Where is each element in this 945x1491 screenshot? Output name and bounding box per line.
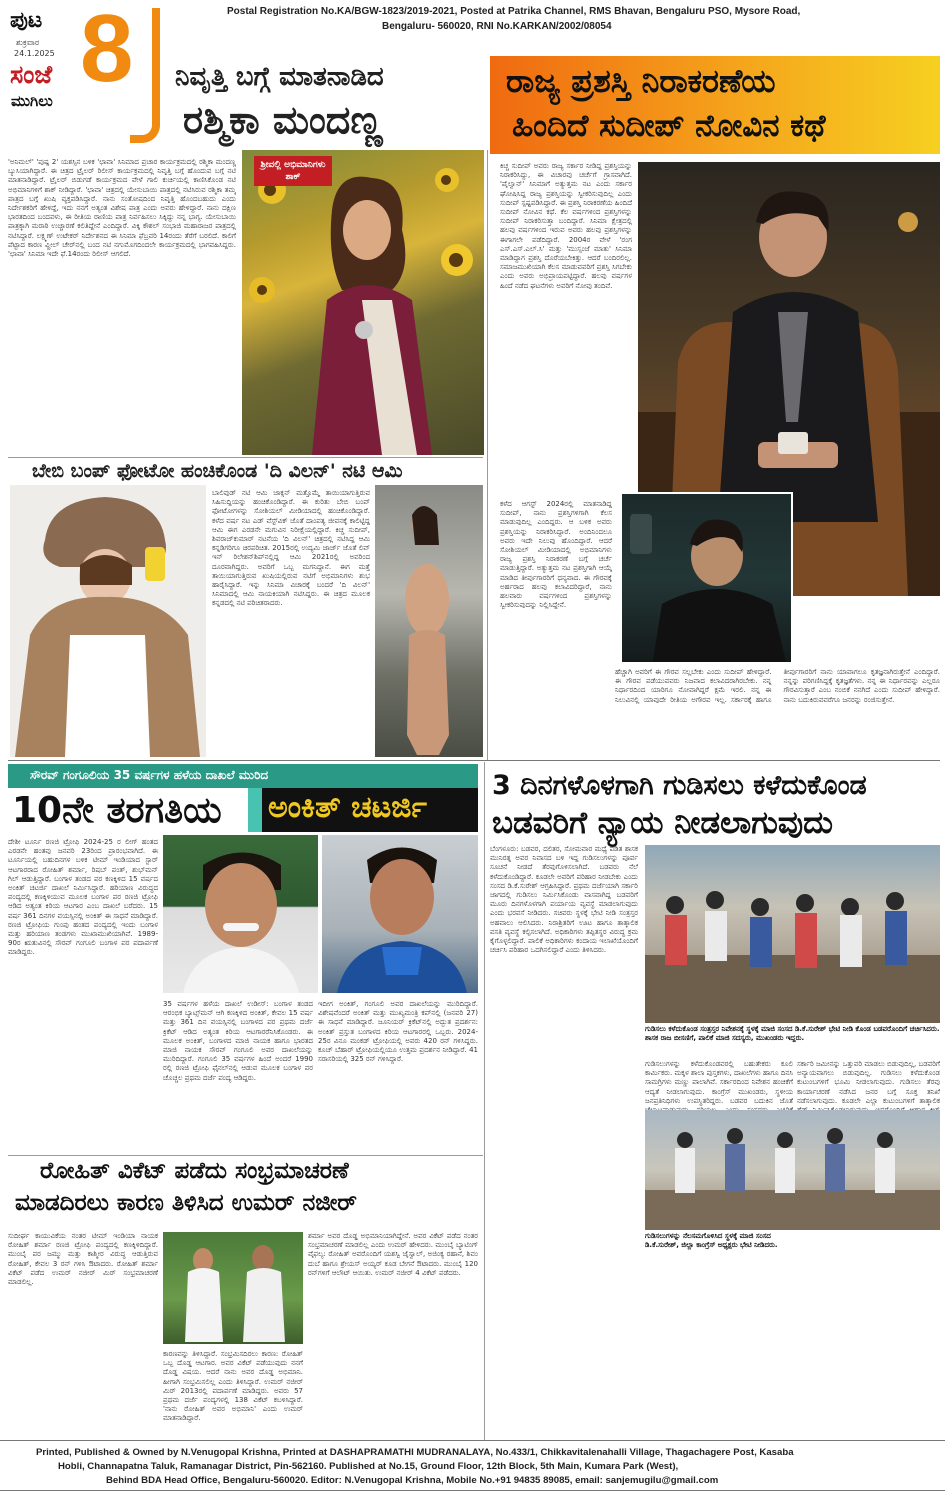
footer bbox=[0, 1440, 945, 1490]
ankit-body-mid: 35 ವರ್ಷಗಳ ಹಳೆಯ ದಾಖಲೆ ಉಡೀಸ್: ಬಂಗಾಳ ತಂಡದ ಆರಂಭಿಕ ಬ್ಯಾಟ್ಸ್‌ಮನ್ ಆಗಿ ಕಣಕ್ಕಿಳಿದ ಅಂಕಿತ್, ಕೇವಲ 15 ವರ್ಷ ಮತ್ತು 361 ದಿನ ವಯಸ್ಸಿನಲ್ಲಿ ಬಂಗಾಳದ ಪರ ಪ್ರಥಮ ದರ್ಜೆ ಕ್ರಿಕೆಟ್ ಆಡಿದ ಅತ್ಯಂತ ಕಿರಿಯ ಆಟಗಾರರೆನಿಸಿಕೊಂಡರು. ಈ ಮೂಲಕ ಅಂಕಿತ್, ಬಂಗಾಳದ ಮಾಜಿ ನಾಯಕ ಹಾಗೂ ಭಾರತದ ಮಾಜಿ ನಾಯಕ ಸೌರವ್ ಗಂಗೂಲಿ ಅವರ ದಾಖಲೆಯನ್ನು ಮುರಿದಿದ್ದಾರೆ. ಗಂಗೂಲಿ 35 ವರ್ಷಗಳ ಹಿಂದೆ ಅಂದರೆ 1990 ರಲ್ಲಿ ರಣಜಿ ಟ್ರೋಫಿ ಫೈನಲ್‌ನಲ್ಲಿ ಆಡುವ ಮೂಲಕ ಬಂಗಾಳ ಪರ ಚೊಚ್ಚಲ ಪ್ರಥಮ ದರ್ಜೆ ಪಂದ್ಯ ಆಡಿದ್ದರು. bbox=[163, 1000, 313, 1082]
page-label: ಪುಟ bbox=[10, 8, 43, 33]
amy-headline: ಬೇಬಿ ಬಂಪ್ ಫೋಟೋ ಹಂಚಿಕೊಂಡ 'ದಿ ವಿಲನ್' ನಟಿ ಆಮಿ bbox=[32, 460, 403, 482]
umar-body-col1: ಸುದೀರ್ಘ ಕಾಯುವಿಕೆಯ ನಂತರ ಟೀಮ್ ಇಂಡಿಯಾ ನಾಯಕ ರೋಹಿತ್ ಶರ್ಮಾ ರಣಜಿ ಟ್ರೋಫಿ ಪಂದ್ಯದಲ್ಲಿ ಕಣಕ್ಕಿಳಿದಿದ್ದಾರೆ. ಮುಂಬೈ ಪರ ಜಮ್ಮು ಮತ್ತು ಕಾಶ್ಮೀರ ವಿರುದ್ಧ ಆಡುತ್ತಿರುವ ರೋಹಿತ್, ಕೇವಲ 3 ರನ್ ಗಳಿಸಿ ಔಟಾದರು. ರೋಹಿತ್ ಶರ್ಮಾ ವಿಕೆಟ್ ಪಡೆದ ಉಮರ್ ನಜೀರ್ ಮಿರ್ ಸಂಭ್ರಮಾಚರಣೆ ಮಾಡಲಿಲ್ಲ. bbox=[8, 1232, 158, 1287]
day-label: ಶುಕ್ರವಾರ bbox=[16, 38, 40, 47]
ankit-headline-part2: ಅಂಕಿತ್ ಚಟರ್ಜಿ bbox=[268, 790, 427, 825]
sudeep-inset-photo bbox=[620, 492, 793, 664]
hut-photo-2 bbox=[645, 1110, 940, 1230]
ankit-kicker bbox=[8, 764, 478, 788]
amy-figure-right-icon bbox=[375, 485, 483, 757]
hut-photo-1 bbox=[645, 845, 940, 1023]
ankit-headline-part1: 10ನೇ ತರಗತಿಯ bbox=[12, 790, 222, 831]
mid-page-rule bbox=[8, 760, 940, 761]
rashmika-photo-tag: ಶ್ರೀವಲ್ಲಿ ಅಭಿಮಾನಿಗಳು ಶಾಕ್ bbox=[254, 156, 332, 186]
hut-body-col3: ಸರ್ಕಾರಿ ಜಮೀನನ್ನು ಒತ್ತುವರಿ ಮಾಡಲು ಬಿಡುವುದಿಲ್ಲ, ಬಡವರಿಗೆ ಅನ್ಯಾಯವಾಗಲು ಬಿಡುವುದಿಲ್ಲ. ಗುಡಿಸಲು ಕಳೆದುಕೊಂಡ ಕುಟುಂಬಗಳಿಗೆ ಭೂಮಿ ನೀಡಲಾಗುವುದು. ಗುಡಿಸಲು ತೆರವು ಕಾರ್ಯಾಚರಣೆ ನಡೆಸಿದ ಜನರ ಬಗ್ಗೆ ಸೂಕ್ತ ತನಿಖೆ ನಡೆಸಲಾಗುವುದು. ಕೂಡಲೇ ಎಲ್ಲಾ ಕುಟುಂಬಗಳಿಗೆ ತಾತ್ಕಾಲಿಕ bbox=[797, 1060, 940, 1105]
sudeep-inset-figure-icon bbox=[622, 494, 793, 664]
footer-line-2: Hobli, Channapatna Taluk, Ramanagar District, Pin-562160. Published at No.15, Ground Floor, 12th Block, 5th Main, Kumara Park (West), bbox=[58, 1461, 679, 1472]
hut-headline-1: 3 ದಿನಗಳೊಳಗಾಗಿ ಗುಡಿಸಲು ಕಳೆದುಕೊಂಡ bbox=[492, 770, 867, 801]
ankit-headline-badge bbox=[248, 788, 478, 832]
umar-top-rule bbox=[8, 1155, 483, 1156]
hut-caption-2: ಗುಡಿಸಲುಗಳನ್ನು ನೆಲಸಮಗೊಳಿಸಿದ ಸ್ಥಳಕ್ಕೆ ಮಾಜಿ ಸಂಸದ ಡಿ.ಕೆ.ಸುರೇಶ್, ಜಿಲ್ಲಾ ಕಾಂಗ್ರೆಸ್ ಅಧ್ಯಕ್ಷರು ಭೇಟಿ ನೀಡಿದರು. bbox=[645, 1232, 793, 1250]
ankit-kicker-text: ಸೌರವ್ ಗಂಗೂಲಿಯ 35 ವರ್ಷಗಳ ಹಳೆಯ ದಾಖಲೆ ಮುರಿದ bbox=[30, 768, 269, 782]
sudeep-headline-1: ರಾಜ್ಯ ಪ್ರಶಸ್ತಿ ನಿರಾಕರಣೆಯ bbox=[506, 62, 776, 100]
rashmika-headline-2: ರಶ್ಮಿಕಾ ಮಂದಣ್ಣ bbox=[183, 98, 383, 142]
umar-body-col2: ಶರ್ಮಾ ಅವರ ದೊಡ್ಡ ಅಭಿಮಾನಿಯಾಗಿದ್ದೇನೆ. ಅವರ ವಿಕೆಟ್ ಪಡೆದ ನಂತರ ಸಂಭ್ರಮಾಚರಣೆ ಮಾಡಲಿಲ್ಲ ಎಂದು ಉಮರ್ ಹೇಳಿದರು. ಮುಂಬೈ ಬ್ಯಾಟಿಂಗ್ ವೈಫಲ್ಯ: ರೋಹಿತ್ ಅವರೊಂದಿಗೆ ಯಶಸ್ವಿ ಜೈಸ್ವಾಲ್, ಅಜಿಂಕ್ಯ ರಹಾನೆ, ಶಿವಂ ದುಬೆ ಹಾಗೂ ಶ್ರೇಯಸ್ ಅಯ್ಯರ್ ಕೂಡ ಬೇಗನೆ ಔಟಾದರು. ಮುಂಬೈ 120 ರನ್‌ಗಳಿಗೆ ಆಲೌಟ್ ಆಯಿತು. ಉಮರ್ ನಜೀರ್ 4 ವಿಕೆಟ್ ಪಡೆದರು. bbox=[308, 1232, 478, 1277]
date-label: 24.1.2025 bbox=[14, 49, 55, 58]
hut-body-col2: ಗುಡಿಸಲುಗಳನ್ನು ಕಳೆದುಕೊಂಡವರಲ್ಲಿ ಬಹುತೇಕರು ಕೂಲಿ ಕಾರ್ಮಿಕರು. ಮಕ್ಕಳ ಶಾಲಾ ಪುಸ್ತಕಗಳು, ದಾಖಲೆಗಳು ಹಾಗೂ ದಿನಸಿ ಸಾಮಗ್ರಿಗಳು ಮಣ್ಣು ಪಾಲಾಗಿವೆ. ಸರ್ಕಾರದಿಂದ ನಿವೇಶನ ಹಂಚಿಕೆಗೆ ಆದ್ಯತೆ ನೀಡಲಾಗುವುದು. ಕಾಂಗ್ರೆಸ್ ಮುಖಂಡರು, ಸ್ಥಳೀಯ ಜನಪ್ರತಿನಿಧಿಗಳು ಉಪಸ್ಥಿತರಿದ್ದರು. ಬಡವರ ಬದುಕಿನ ಜೊತೆ bbox=[645, 1060, 793, 1105]
hut-body-col1: ಬೆಂಗಳೂರು: ಬಡವರ, ದಲಿತರ, ಸೋಮವಾರ ಮಧ್ಯೆ ಪಡಿತ ಶಾಸಕ ಮುನಿರತ್ನ ಅವರ ನಿವಾಸದ ಬಳಿ ಇದ್ದ ಗುಡಿಸಲುಗಳನ್ನು ಪೂರ್ವ ಸೂಚನೆ ನೀಡದೆ ತೆರವುಗೊಳಿಸಲಾಗಿದೆ. ಬಡವರು ನೆಲೆ ಕಳೆದುಕೊಂಡಿದ್ದಾರೆ. ಕೂಡಲೇ ಅವರಿಗೆ ಪರಿಹಾರ ನೀಡಬೇಕು ಎಂದು ಸಂಸದ ಡಿ.ಕೆ.ಸುರೇಶ್ ಆಗ್ರಹಿಸಿದ್ದಾರೆ. ಪ್ರಥಮ ದರ್ಜೆಯಾಗಿ ಸರ್ಕಾರಿ ಜಾಗದಲ್ಲಿ ಗುಡಿಸಲು ನಿರ್ಮಿಸಿಕೊಂಡು ವಾಸವಾಗಿದ್ದ ಬಡವರಿಗೆ ಮೂರು ದಿನಗಳೊಳಗಾಗಿ ಪರ್ಯಾಯ ವ್ಯವಸ್ಥೆ ಮಾಡಲಾಗುವುದು ಎಂದು ಭರವಸೆ ನೀಡಿದರು. ಸಚಿವರು ಸ್ಥಳಕ್ಕೆ ಭೇಟಿ ನೀಡಿ ಸಂತ್ರಸ್ತರ ಅಹವಾಲು ಆಲಿಸಿದರು. ನಿರಾಶ್ರಿತರಿಗೆ ಊಟ ಹಾಗೂ ತಾತ್ಕಾಲಿಕ ವಸತಿ ವ್ಯವಸ್ಥೆ ಕಲ್ಪಿಸಲಾಗಿದೆ. ಅಧಿಕಾರಿಗಳು ತಪ್ಪಿತಸ್ಥರ ವಿರುದ್ಧ ಕ್ರಮ ಕೈಗೊಳ್ಳಲಿದ್ದಾರೆ. ಪಾಲಿಕೆ ಅಧಿಕಾರಿಗಳು ಕಂದಾಯ ಇಲಾಖೆಯೊಂದಿಗೆ ಚರ್ಚಿಸಿ ಪರಿಹಾರ ಒದಗಿಸಲಿದ್ದಾರೆ ಎಂದು ತಿಳಿಸಿದರು. bbox=[490, 845, 638, 955]
footer-line-3: Behind BDA Head Office, Bengaluru-560020. Editor: N.Venugopal Krishna, Mobile No.+91 94835 89085, email: sanjemugilu@gmail.com bbox=[106, 1475, 719, 1486]
umar-body-col3: ಕಾರಣವನ್ನು ತಿಳಿಸಿದ್ದಾರೆ. ಸಂಭ್ರಮಿಸದಿರಲು ಕಾರಣ: ರೋಹಿತ್ ಒಬ್ಬ ದೊಡ್ಡ ಆಟಗಾರ. ಅವರ ವಿಕೆಟ್ ಪಡೆಯುವುದು ನನಗೆ ದೊಡ್ಡ ವಿಷಯ. ಆದರೆ ನಾನು ಅವರ ದೊಡ್ಡ ಅಭಿಮಾನಿ. ಹೀಗಾಗಿ ಸಂಭ್ರಮಿಸಲಿಲ್ಲ ಎಂದು ತಿಳಿಸಿದ್ದಾರೆ. ಉಮರ್ ನಜೀರ್ ಮಿರ್ 2013ರಲ್ಲಿ ಪದಾರ್ಪಣೆ ಮಾಡಿದ್ದರು. ಅವರು 57 ಪ್ರಥಮ ದರ್ಜೆ ಪಂದ್ಯಗಳಲ್ಲಿ 138 ವಿಕೆಟ್ ಕಬಳಿಸಿದ್ದಾರೆ. 'ನಾನು ರೋಹಿತ್ ಅವರ ಅಭಿಮಾನಿ' ಎಂದು ಉಮರ್ ಮಾತನಾಡಿದ್ದಾರೆ. bbox=[163, 1350, 303, 1423]
paper-name-line2: ಮುಗಿಲು bbox=[11, 92, 53, 110]
amy-top-rule bbox=[8, 457, 483, 458]
orange-bracket bbox=[130, 8, 160, 143]
sudeep-body-col1: ಕಿಚ್ಚ ಸುದೀಪ್ ಅವರು ರಾಜ್ಯ ಸರ್ಕಾರ ನೀಡಿದ್ದ ಪ್ರಶಸ್ತಿಯನ್ನು ನಿರಾಕರಿಸಿದ್ದು, ಈ ವಿಚಾರವು ಚರ್ಚೆಗೆ ಗ್ರಾಸವಾಗಿದೆ. 'ಪೈಲ್ವಾನ್' ಸಿನಿಮಾಗೆ ಅತ್ಯುತ್ತಮ ನಟ ಎಂದು ಸರ್ಕಾರ ಘೋಷಿಸಿದ್ದ ರಾಜ್ಯ ಪ್ರಶಸ್ತಿಯನ್ನು ಸ್ವೀಕರಿಸುವುದಿಲ್ಲ ಎಂದು ಸುದೀಪ್ ಸ್ಪಷ್ಟಪಡಿಸಿದ್ದಾರೆ. ಈ ಪ್ರಶಸ್ತಿ ನಿರಾಕರಣೆಯ ಹಿಂದಿದೆ ಸುದೀಪ್ ನೋವಿನ ಕಥೆ. ಕೆಲ ವರ್ಷಗಳಿಂದ ಪ್ರಶಸ್ತಿಗಳನ್ನು ಸುದೀಪ್ ನಿರಾಕರಿಸುತ್ತಾ ಬಂದಿದ್ದಾರೆ. ಸಿನಿಮಾ ಕ್ಷೇತ್ರದಲ್ಲಿ ಹಲವು ವರ್ಷಗಳಿಂದ ಇರುವ ಅವರು ಹಲವು ಪ್ರಶಸ್ತಿಗಳನ್ನು ಈಗಾಗಲೇ ಪಡೆದಿದ್ದಾರೆ. 2004ರ ವೇಳೆ 'ರಂಗ ಎಸ್.ಎಸ್.ಎಲ್.ಸಿ' ಮತ್ತು 'ಮುಸ್ಸಂಜೆ ಮಾತು' ಸಿನಿಮಾ ಮಾಡಿದ್ದಾಗ ಪ್ರಶಸ್ತಿ ದೊರೆಯಬೇಕಿತ್ತು. ಆದರೆ ಬಂದಿರಲಿಲ್ಲ. ಸಮಾಜಮುಖಿಯಾಗಿ ಕೆಲಸ ಮಾಡುವವರಿಗೆ ಪ್ರಶಸ್ತಿ ಸಿಗಬೇಕು ಎಂದು ಅವರು ಅಭಿಪ್ರಾಯಪಟ್ಟಿದ್ದಾರೆ. ಹಲವು ವರ್ಷಗಳ ಹಿಂದೆ ನಡೆದ ಘಟನೆಗಳು ಅವರಿಗೆ ನೋವು ತಂದಿವೆ. bbox=[500, 162, 632, 290]
hut-crowd-icon bbox=[645, 845, 940, 1023]
umar-headline-2: ಮಾಡದಿರಲು ಕಾರಣ ತಿಳಿಸಿದ ಉಮರ್ ನಜೀರ್ bbox=[15, 1190, 357, 1216]
postal-line-2: Bengaluru- 560020, RNI No.KARKAN/2002/08054 bbox=[382, 21, 612, 32]
amy-photo-left bbox=[10, 485, 206, 757]
rashmika-photo bbox=[242, 150, 484, 455]
hut-headline-2: ಬಡವರಿಗೆ ನ್ಯಾಯ ನೀಡಲಾಗುವುದು bbox=[492, 805, 833, 841]
hut-caption-1: ಗುಡಿಸಲು ಕಳೆದುಕೊಂಡ ಸಂತ್ರಸ್ತರ ನಿವೇಶನಕ್ಕೆ ಸ್ಥಳಕ್ಕೆ ಮಾಜಿ ಸಂಸದ ಡಿ.ಕೆ.ಸುರೇಶ್ ಭೇಟಿ ನೀಡಿ ಕೊಂಡ ಬಡವರೊಂದಿಗೆ ಚರ್ಚಿಸಿದರು. ಶಾಸಕ ರಾಜ ಬೀಸಣಿಗೆ, ಪಾಲಿಕೆ ಮಾಜಿ ಸದಸ್ಯರು, ಮುಖಂಡರು ಇದ್ದರು. bbox=[645, 1025, 940, 1042]
page-number: 8 bbox=[80, 0, 134, 102]
hut-visit-icon bbox=[645, 1110, 940, 1230]
rashmika-headline-1: ನಿವೃತ್ತಿ ಬಗ್ಗೆ ಮಾತನಾಡಿದ bbox=[175, 62, 384, 92]
amy-body: ಬಾಲಿವುಡ್ ನಟಿ ಆಮಿ ಜಾಕ್ಸನ್ ಮತ್ತೊಮ್ಮೆ ತಾಯಿಯಾಗುತ್ತಿರುವ ಸಿಹಿಸುದ್ದಿಯನ್ನು ಹಂಚಿಕೊಂಡಿದ್ದಾರೆ. ಈ ಕುರಿತು ಬೇಬಿ ಬಂಪ್ ಫೋಟೋಗಳನ್ನು ಸೋಶಿಯಲ್ ಮೀಡಿಯಾದಲ್ಲಿ ಹಂಚಿಕೊಂಡಿದ್ದಾರೆ. ಕಳೆದ ವರ್ಷ ನಟ ಎಡ್ ವೆಸ್ಟ್‌ವಿಕ್ ಜೊತೆ ದಾಂಪತ್ಯ ಜೀವನಕ್ಕೆ ಕಾಲಿಟ್ಟಿದ್ದ ಆಮಿ ಈಗ ಎರಡನೇ ಮಗುವಿನ ನಿರೀಕ್ಷೆಯಲ್ಲಿದ್ದಾರೆ. ಕಿಚ್ಚ ಸುದೀಪ್, ಶಿವರಾಜ್‌ಕುಮಾರ್ ನಟನೆಯ 'ದಿ ವಿಲನ್' ಚಿತ್ರದಲ್ಲಿ ನಟಿಸಿದ್ದ ಆಮಿ ಕನ್ನಡಿಗರಿಗೂ ಚಿರಪರಿಚಿತ. 2015ರಲ್ಲಿ ಉದ್ಯಮಿ ಜಾರ್ಜ್ ಜೊತೆ ಲಿವ್ ಇನ್ ರಿಲೇಶನ್‌ಶಿಪ್‌ನಲ್ಲಿದ್ದ ಆಮಿ 2021ರಲ್ಲಿ ಅವರಿಂದ ದೂರವಾಗಿದ್ದರು. ಅವರಿಗೆ ಒಬ್ಬ ಮಗನಿದ್ದಾನೆ. ಈಗ ಮತ್ತೆ ತಾಯಿಯಾಗುತ್ತಿರುವ ಖುಷಿಯಲ್ಲಿರುವ ನಟಿಗೆ ಅಭಿಮಾನಿಗಳು ಶುಭ ಹಾರೈಸಿದ್ದಾರೆ. ಇನ್ನು ಸಿನಿಮಾ ವಿಚಾರಕ್ಕೆ ಬಂದರೆ 'ದಿ ವಿಲನ್' ಸಿನಿಮಾದಲ್ಲಿ ಆಮಿ ನಾಯಕಿಯಾಗಿ ನಟಿಸಿದ್ದರು. ಈ ಚಿತ್ರದ ಮೂಲಕ ಕನ್ನಡದಲ್ಲಿ ನಟಿ ಪರಿಚಿತರಾದರು. bbox=[212, 489, 370, 608]
umar-figure-icon bbox=[163, 1232, 303, 1344]
ankit-body-right: ಇದೀಗ ಅಂಕಿತ್, ಗಂಗೂಲಿ ಅವರ ದಾಖಲೆಯನ್ನು ಮುರಿದಿದ್ದಾರೆ. ವಿಶೇಷವೆಂದರೆ ಅಂಕಿತ್ ಮತ್ತು ಮುಖ್ಯಮಂತ್ರಿ ಕಪ್‌ನಲ್ಲಿ (ಜನವರಿ 27) ಈ ಸಾಧನೆ ಮಾಡಿದ್ದಾರೆ. ಜೂನಿಯರ್ ಕ್ರಿಕೆಟ್‌ನಲ್ಲಿ ಅದ್ಭುತ ಪ್ರದರ್ಶನ: ಅಂಕಿತ್ ಪ್ರಸ್ತುತ ಬಂಗಾಳದ ಕಿರಿಯ ಆಟಗಾರರಲ್ಲಿ ಒಬ್ಬರು. 2024-25ರ ವಿನೂ ಮಂಕಡ್ ಟ್ರೋಫಿಯಲ್ಲಿ ಅವರು 420 ರನ್ ಗಳಿಸಿದ್ದರು. ಕೂಚ್ ಬೆಹಾರ್ ಟ್ರೋಫಿಯಲ್ಲಿಯೂ ಉತ್ತಮ ಪ್ರದರ್ಶನ ನೀಡಿದ್ದಾರೆ. 41 ಸರಾಸರಿಯಲ್ಲಿ 325 ರನ್ ಗಳಿಸಿದ್ದಾರೆ. bbox=[318, 1000, 478, 1064]
ankit-body-left: ದೇಶೀ ಟೂರ್ನಿ ರಣಜಿ ಟ್ರೋಫಿ 2024-25 ರ ಲೀಗ್ ಹಂತದ ಎರಡನೇ ಹಂತವು ಜನವರಿ 23ರಿಂದ ಪ್ರಾರಂಭವಾಗಿದೆ. ಈ ಟೂರ್ನಿಯಲ್ಲಿ ಬಹುದಿನಗಳ ಬಳಿಕ ಟೀಮ್ ಇಂಡಿಯಾದ ಸ್ಟಾರ್ ಆಟಗಾರರಾದ ರೋಹಿತ್ ಶರ್ಮಾ, ರಿಷಬ್ ಪಂತ್, ಶುಭ್‌ಮನ್ ಗಿಲ್ ಆಡುತ್ತಿದ್ದಾರೆ. ಬಂಗಾಳ ತಂಡದ ಪರ ಕಣಕ್ಕಿಳಿದ 15 ವರ್ಷದ ಅಂಕಿತ್ ಚಟರ್ಜಿ ದಾಖಲೆ ನಿರ್ಮಿಸಿದ್ದಾರೆ. ಹರಿಯಾಣ ವಿರುದ್ಧದ ಪಂದ್ಯದಲ್ಲಿ ಕಣಕ್ಕಿಳಿಯುವ ಮೂಲಕ ಬಂಗಾಳ ಪರ ರಣಜಿ ಟ್ರೋಫಿ ಆಡಿದ ಅತ್ಯಂತ ಕಿರಿಯ ಆಟಗಾರ ಎಂಬ ದಾಖಲೆ ಬರೆದರು. 15 ವರ್ಷ 361 ದಿನಗಳ ವಯಸ್ಸಿನಲ್ಲಿ ಅಂಕಿತ್ ಈ ಸಾಧನೆ ಮಾಡಿದ್ದಾರೆ. ರಣಜಿ ಟ್ರೋಫಿಯ ಗುಂಪು ಹಂತದ ಪಂದ್ಯದಲ್ಲಿ ಇಂದು ಬಂಗಾಳ ಮತ್ತು ಹರಿಯಾಣ ತಂಡಗಳು ಮುಖಾಮುಖಿಯಾಗಿವೆ. 1989-90ರ ಋತುವಿನಲ್ಲಿ ಸೌರವ್ ಗಂಗೂಲಿ ಬಂಗಾಳ ಪರ ಪದಾರ್ಪಣೆ ಮಾಡಿದ್ದರು. bbox=[8, 838, 158, 957]
ganguly-figure-icon bbox=[163, 835, 318, 993]
chatterjee-figure-icon bbox=[322, 835, 478, 993]
top-column-divider bbox=[487, 150, 488, 760]
ankit-photo-chatterjee bbox=[322, 835, 478, 993]
paper-name-line1: ಸಂಜೆ bbox=[10, 60, 53, 89]
sudeep-body-col3: ಹೆಚ್ಚಾಗಿ ಅವರಿಗೆ ಈ ಗೌರವ ಸಲ್ಲಬೇಕು ಎಂದು ಸುದೀಪ್ ಹೇಳಿದ್ದಾರೆ. ಈ ಗೌರವ ಪಡೆಯುವವರು ನಿಜವಾದ ಕಲಾವಿದರಾಗಿರಬೇಕು. ನನ್ನ ನಿರ್ಧಾರದಿಂದ ಯಾರಿಗೂ ನೋವಾಗಿದ್ದರೆ ಕ್ಷಮೆ ಇರಲಿ. ನನ್ನ ಈ ನಿಲುವಿನಲ್ಲಿ ಯಾವುದೇ ರೀತಿಯ ಅಗೌರವ ಇಲ್ಲ. ಸರ್ಕಾರಕ್ಕೆ ಹಾಗೂ ತೀರ್ಪುಗಾರರಿಗೆ ನಾನು ಯಾವಾಗಲೂ ಕೃತಜ್ಞನಾಗಿರುತ್ತೇನೆ ಎಂದಿದ್ದಾರೆ. ನನ್ನನ್ನು ಪರಿಗಣಿಸಿದ್ದಕ್ಕೆ ಕೃತಜ್ಞತೆಗಳು. ನನ್ನ ಈ ನಿರ್ಧಾರವನ್ನು ಎಲ್ಲರೂ ಗೌರವಿಸುತ್ತಾರೆ ಎಂಬ ನಂಬಿಕೆ ನನಗಿದೆ ಎಂದು ಸುದೀಪ್ ಹೇಳಿದ್ದಾರೆ. ನಾನು ಬದುಕಿರುವವರೆಗೂ ಜನರನ್ನು ರಂಜಿಸುತ್ತೇನೆ. bbox=[615, 668, 940, 704]
amy-photo-right bbox=[375, 485, 483, 757]
postal-line-1: Postal Registration No.KA/BGW-1823/2019-2021, Posted at Patrika Channel, RMS Bhavan, Bengaluru PSO, Mysore Road, bbox=[227, 6, 801, 17]
sudeep-body-col2: ಕಳೆದ ಆಗಸ್ಟ್ 2024ರಲ್ಲಿ ಮಾತನಾಡಿದ್ದ ಸುದೀಪ್, ನಾನು ಪ್ರಶಸ್ತಿಗಳಿಗಾಗಿ ಕೆಲಸ ಮಾಡುವುದಿಲ್ಲ ಎಂದಿದ್ದರು. ಆ ಬಳಿಕ ಅವರು ಪ್ರಶಸ್ತಿಯನ್ನು ನಿರಾಕರಿಸಿದ್ದಾರೆ. ಅಂದಿನಿಂದಲೂ ಅವರು ಇದೇ ನಿಲುವು ಹೊಂದಿದ್ದಾರೆ. ಆದರೆ ಸೋಶಿಯಲ್ ಮೀಡಿಯಾದಲ್ಲಿ ಅಭಿಮಾನಿಗಳು ರಾಜ್ಯ ಪ್ರಶಸ್ತಿ ನಿರಾಕರಣೆ ಬಗ್ಗೆ ಚರ್ಚೆ ಮಾಡುತ್ತಿದ್ದಾರೆ. ಅತ್ಯುತ್ತಮ ನಟ ಪ್ರಶಸ್ತಿಗಾಗಿ ಆಯ್ಕೆ ಮಾಡಿದ ತೀರ್ಪುಗಾರರಿಗೆ ಧನ್ಯವಾದ. ಈ ಗೌರವಕ್ಕೆ ಅರ್ಹರಾದ ಹಲವು ಕಲಾವಿದರಿದ್ದಾರೆ, ನಾನು ಹಲವಾರು ವರ್ಷಗಳಿಂದ ಪ್ರಶಸ್ತಿಗಳನ್ನು ಸ್ವೀಕರಿಸುವುದನ್ನು ನಿಲ್ಲಿಸಿದ್ದೇನೆ. bbox=[500, 500, 612, 610]
ankit-photo-ganguly bbox=[163, 835, 318, 993]
footer-line-1: Printed, Published & Owned by N.Venugopal Krishna, Printed at DASHAPRAMATHI MUDRANALAYA, No.433/1, Chikkavitalenahalli Village, Thagachagere Post, Kasaba bbox=[36, 1447, 794, 1458]
umar-photo bbox=[163, 1232, 303, 1344]
sudeep-headline-banner bbox=[490, 56, 940, 154]
bottom-column-divider bbox=[484, 762, 485, 1482]
rashmika-body: 'ಅನಿಮಲ್' 'ಪುಷ್ಪ 2' ಯಶಸ್ಸಿನ ಬಳಿಕ 'ಛಾವಾ' ಸಿನಿಮಾದ ಪ್ರಚಾರ ಕಾರ್ಯಕ್ರಮದಲ್ಲಿ ರಶ್ಮಿಕಾ ಮಂದಣ್ಣ ಬ್ಯುಸಿಯಾಗಿದ್ದಾರೆ. ಈ ಚಿತ್ರದ ಟ್ರೈಲರ್ ರಿಲೀಸ್ ಕಾರ್ಯಕ್ರಮದಲ್ಲಿ ನಿವೃತ್ತಿ ಬಗ್ಗೆ ಹೊಂದುವ ಬಗ್ಗೆ ನಟಿ ಮಾತನಾಡಿದ್ದಾರೆ. ಟ್ರೈಲರ್ ಬಿಡುಗಡೆ ಕಾರ್ಯಕ್ರಮದ ವೇಳೆ ಗಾಲಿ ಕುರ್ಚಿಯಲ್ಲಿ ಕಾಣಿಸಿಕೊಂಡ ನಟಿ ಅಭಿಮಾನಿಗಳಿಗೆ ಶಾಕ್ ನೀಡಿದ್ದಾರೆ. 'ಛಾವಾ' ಚಿತ್ರದಲ್ಲಿ ಯೇಸುಬಾಯಿ ಪಾತ್ರದಲ್ಲಿ ನಟಿಸಿರುವ ರಶ್ಮಿಕಾ ತಮ್ಮ ಪಾತ್ರದ ಬಗ್ಗೆ ಖುಷಿ ವ್ಯಕ್ತಪಡಿಸಿದ್ದಾರೆ. ನಾನು ಸಂತೋಷದಿಂದ ನಿವೃತ್ತಿ ಹೊಂದಬಹುದು ಎಂದು ನಿರ್ದೇಶಕರಿಗೆ ಹೇಳಿದ್ದೆ, ಇದು ನನಗೆ ಅತ್ಯಂತ ವಿಶೇಷ ಪಾತ್ರ ಎಂದು ಅವರು ಹೇಳಿದ್ದಾರೆ. ನಾನು ದಕ್ಷಿಣ ಭಾರತದಿಂದ ಬಂದವಳು, ಈ ರೀತಿಯ ರಾಣಿಯ ಪಾತ್ರ ನಿರ್ವಹಿಸಲು ಸಿಕ್ಕಿದ್ದು ನನ್ನ ಭಾಗ್ಯ. ಯೇಸುಬಾಯಿ ಪಾತ್ರಕ್ಕಾಗಿ ಮರಾಠಿ ಉಚ್ಚಾರಣೆ ಕಲಿತಿದ್ದೇನೆ ಎಂದಿದ್ದಾರೆ. ವಿಕ್ಕಿ ಕೌಶಲ್ ಸಂಭಾಜಿ ಮಹಾರಾಜರ ಪಾತ್ರದಲ್ಲಿ ನಟಿಸಿದ್ದಾರೆ. ಲಕ್ಷ್ಮಣ್ ಉಟೇಕರ್ ನಿರ್ದೇಶನದ ಈ ಸಿನಿಮಾ ಫೆಬ್ರವರಿ 14ರಂದು ತೆರೆಗೆ ಬರಲಿದೆ. ಕಾಲಿಗೆ ಪೆಟ್ಟಾದ ಕಾರಣ ವ್ಹೀಲ್ ಚೇರ್‌ನಲ್ಲಿ ಬಂದ ನಟಿ ನಗುಮೊಗದಿಂದಲೇ ಕಾರ್ಯಕ್ರಮದಲ್ಲಿ ಭಾಗವಹಿಸಿದ್ದರು. 'ಛಾವಾ' ಸಿನಿಮಾ ಇದೇ ಫೆ.14ರಂದು ರಿಲೀಸ್ ಆಗಲಿದೆ. bbox=[8, 158, 236, 259]
umar-headline-1: ರೋಹಿತ್ ವಿಕೆಟ್ ಪಡೆದು ಸಂಭ್ರಮಾಚರಣೆ bbox=[40, 1158, 349, 1184]
sudeep-headline-2: ಹಿಂದಿದೆ ಸುದೀಪ್ ನೋವಿನ ಕಥೆ bbox=[512, 108, 826, 144]
amy-figure-left-icon bbox=[10, 485, 206, 757]
rashmika-figure-icon bbox=[242, 150, 484, 455]
